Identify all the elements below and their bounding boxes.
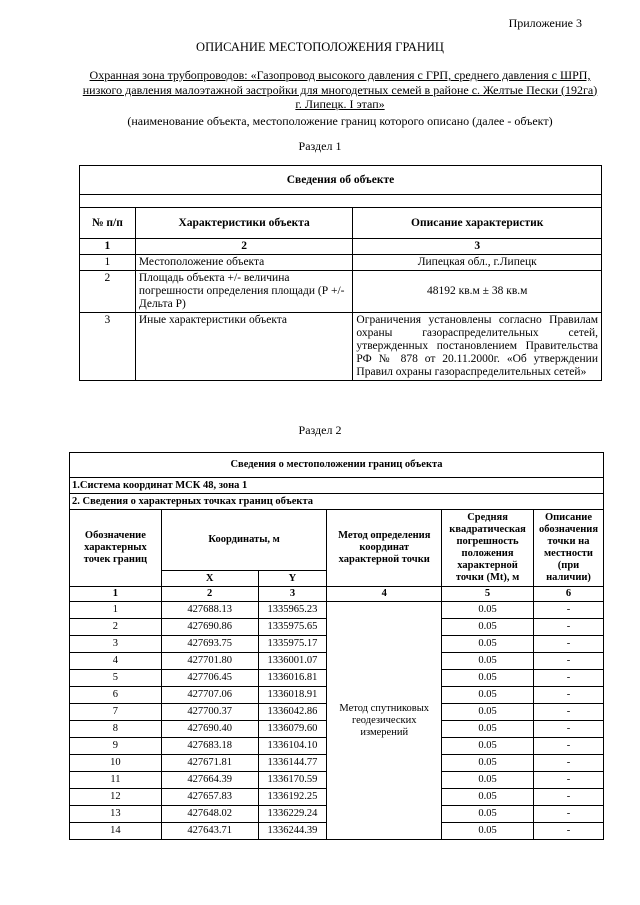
point-number: 10 — [70, 755, 162, 772]
point-description: - — [534, 755, 604, 772]
row-name: Иные характеристики объекта — [135, 313, 353, 381]
point-error: 0.05 — [442, 687, 534, 704]
point-error: 0.05 — [442, 619, 534, 636]
point-y: 1335975.65 — [258, 619, 327, 636]
object-info-table — [79, 165, 602, 381]
point-x: 427701.80 — [161, 653, 258, 670]
table-row — [80, 255, 602, 271]
section1-label: Раздел 1 — [298, 139, 342, 153]
table-title: Сведения об объекте — [80, 166, 602, 195]
table-title: Сведения о местоположении границ объекта — [70, 453, 604, 478]
point-description: - — [534, 636, 604, 653]
col-header-error: Средняя квадратическая погрешность положения характерной точки (Mt), м — [442, 510, 534, 587]
point-error: 0.05 — [442, 806, 534, 823]
point-error: 0.05 — [442, 823, 534, 840]
coord-system-row — [70, 478, 604, 494]
point-number: 6 — [70, 687, 162, 704]
method-value: Метод спутниковых геодезических измерений — [327, 602, 442, 840]
point-x: 427690.40 — [161, 721, 258, 738]
col-number: 1 — [80, 239, 136, 255]
point-x: 427643.71 — [161, 823, 258, 840]
point-number: 13 — [70, 806, 162, 823]
point-number: 12 — [70, 789, 162, 806]
object-name: Охранная зона трубопроводов: «Газопровод высокого давления с ГРП, среднего давления с ШРП, низкого давления малоэтажной застройки для многодетных семей в районе с. Желтые Пески (192га) г. Липецк. I этап» — [82, 68, 598, 111]
points-body — [70, 602, 604, 840]
point-x: 427700.37 — [161, 704, 258, 721]
col-number: 6 — [534, 587, 604, 602]
point-x: 427693.75 — [161, 636, 258, 653]
col-header-point: Обозначение характерных точек границ — [70, 510, 162, 587]
boundary-points-table — [69, 452, 604, 840]
point-y: 1336144.77 — [258, 755, 327, 772]
col-header-method: Метод определения координат характерной точки — [327, 510, 442, 587]
point-description: - — [534, 721, 604, 738]
point-number: 8 — [70, 721, 162, 738]
point-number: 7 — [70, 704, 162, 721]
row-name: Площадь объекта +/- величина погрешности определения площади (Р +/- Дельта Р) — [135, 271, 353, 313]
point-error: 0.05 — [442, 636, 534, 653]
header-row — [80, 208, 602, 239]
point-y: 1336104.10 — [258, 738, 327, 755]
point-y: 1336042.86 — [258, 704, 327, 721]
row-value: Липецкая обл., г.Липецк — [353, 255, 602, 271]
point-y: 1335975.17 — [258, 636, 327, 653]
point-error: 0.05 — [442, 789, 534, 806]
point-error: 0.05 — [442, 670, 534, 687]
points-title: 2. Сведения о характерных точках границ объекта — [70, 494, 604, 510]
point-error: 0.05 — [442, 704, 534, 721]
col-header-x: X — [161, 571, 258, 587]
point-number: 2 — [70, 619, 162, 636]
table-row — [80, 313, 602, 381]
point-y: 1336192.25 — [258, 789, 327, 806]
points-title-row — [70, 494, 604, 510]
section2-label: Раздел 2 — [298, 423, 342, 437]
point-error: 0.05 — [442, 738, 534, 755]
object-note: (наименование объекта, местоположение границ которого описано (далее - объект) — [127, 114, 553, 128]
document-title: ОПИСАНИЕ МЕСТОПОЛОЖЕНИЯ ГРАНИЦ — [196, 40, 444, 54]
col-number: 5 — [442, 587, 534, 602]
point-description: - — [534, 653, 604, 670]
point-description: - — [534, 772, 604, 789]
col-header: Описание характеристик — [353, 208, 602, 239]
point-error: 0.05 — [442, 721, 534, 738]
row-number: 2 — [80, 271, 136, 313]
point-number: 11 — [70, 772, 162, 789]
col-number: 3 — [353, 239, 602, 255]
point-description: - — [534, 619, 604, 636]
col-header-coords: Координаты, м — [161, 510, 327, 571]
point-error: 0.05 — [442, 755, 534, 772]
row-value: Ограничения установлены согласно Правилам охраны газораспределительных сетей, утвержденных постановлением Правительства РФ № 878 от 20.11.2000г. «Об утверждении Правил охраны газораспределительных сетей» — [353, 313, 602, 381]
spacer-row — [80, 195, 602, 208]
col-number: 3 — [258, 587, 327, 602]
table-row — [80, 271, 602, 313]
col-header-y: Y — [258, 571, 327, 587]
col-number: 4 — [327, 587, 442, 602]
col-header: Характеристики объекта — [135, 208, 353, 239]
point-y: 1336229.24 — [258, 806, 327, 823]
col-number-row — [70, 587, 604, 602]
header-row — [70, 510, 604, 571]
point-number: 5 — [70, 670, 162, 687]
point-description: - — [534, 789, 604, 806]
point-number: 3 — [70, 636, 162, 653]
col-header: № п/п — [80, 208, 136, 239]
point-x: 427683.18 — [161, 738, 258, 755]
point-description: - — [534, 602, 604, 619]
table-title-row — [70, 453, 604, 478]
point-error: 0.05 — [442, 653, 534, 670]
point-description: - — [534, 823, 604, 840]
point-description: - — [534, 670, 604, 687]
col-header-description: Описание обозначения точки на местности (при наличии) — [534, 510, 604, 587]
point-x: 427690.86 — [161, 619, 258, 636]
point-y: 1336001.07 — [258, 653, 327, 670]
point-y: 1336016.81 — [258, 670, 327, 687]
point-error: 0.05 — [442, 602, 534, 619]
point-y: 1335965.23 — [258, 602, 327, 619]
appendix-label: Приложение 3 — [508, 16, 582, 30]
row-value: 48192 кв.м ± 38 кв.м — [353, 271, 602, 313]
point-x: 427664.39 — [161, 772, 258, 789]
point-y: 1336018.91 — [258, 687, 327, 704]
point-number: 9 — [70, 738, 162, 755]
point-description: - — [534, 806, 604, 823]
point-number: 1 — [70, 602, 162, 619]
point-x: 427671.81 — [161, 755, 258, 772]
point-description: - — [534, 687, 604, 704]
point-x: 427688.13 — [161, 602, 258, 619]
point-x: 427657.83 — [161, 789, 258, 806]
point-x: 427648.02 — [161, 806, 258, 823]
point-description: - — [534, 704, 604, 721]
point-y: 1336244.39 — [258, 823, 327, 840]
table-title-row — [80, 166, 602, 195]
point-number: 14 — [70, 823, 162, 840]
point-y: 1336079.60 — [258, 721, 327, 738]
table-row — [70, 602, 604, 619]
col-number-row — [80, 239, 602, 255]
row-number: 1 — [80, 255, 136, 271]
coord-system: 1.Система координат МСК 48, зона 1 — [70, 478, 604, 494]
point-y: 1336170.59 — [258, 772, 327, 789]
point-number: 4 — [70, 653, 162, 670]
point-x: 427707.06 — [161, 687, 258, 704]
row-name: Местоположение объекта — [135, 255, 353, 271]
col-number: 1 — [70, 587, 162, 602]
col-number: 2 — [161, 587, 258, 602]
point-x: 427706.45 — [161, 670, 258, 687]
row-number: 3 — [80, 313, 136, 381]
point-description: - — [534, 738, 604, 755]
point-error: 0.05 — [442, 772, 534, 789]
col-number: 2 — [135, 239, 353, 255]
